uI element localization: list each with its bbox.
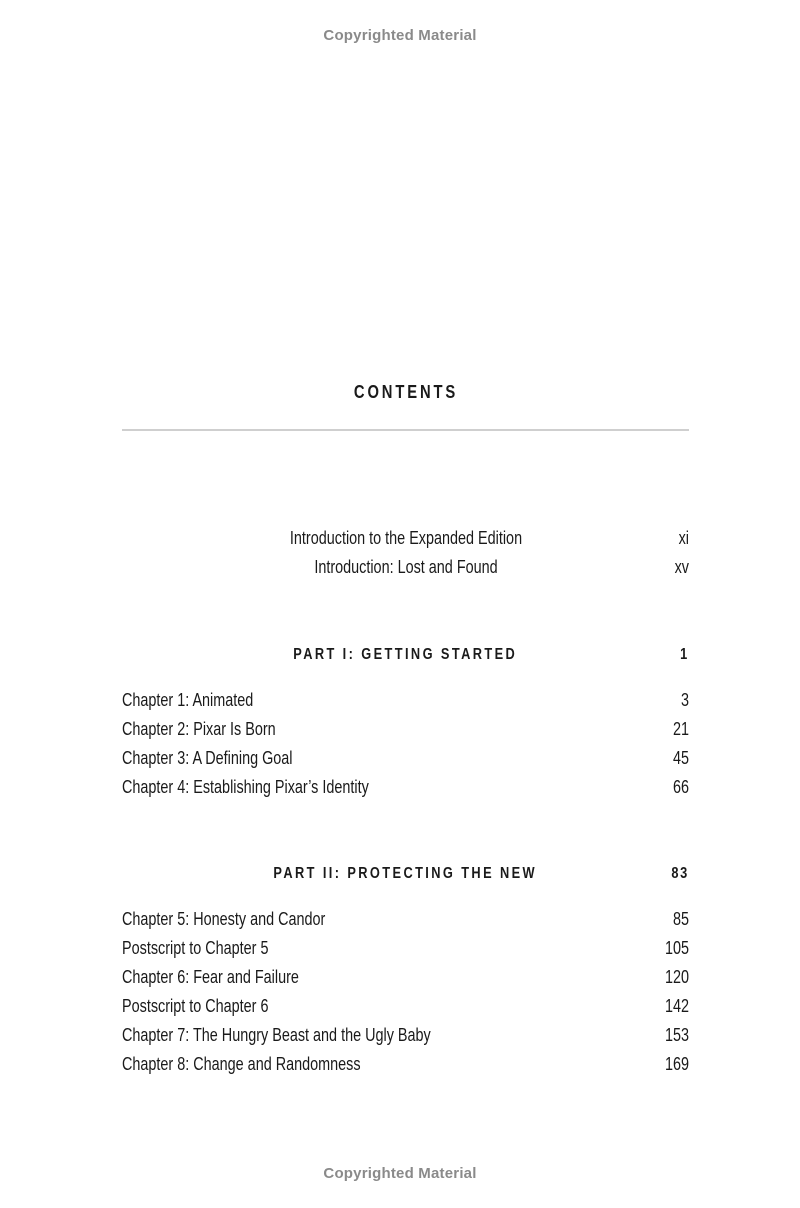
toc-entry-page: 120: [664, 967, 689, 987]
toc-entry-postscript-6: [122, 996, 689, 1020]
toc-entry-title: Chapter 8: Change and Randomness: [122, 1054, 361, 1074]
toc-entry-chapter-3: [122, 748, 689, 772]
toc-entry-page: 3: [680, 690, 689, 710]
toc-entry-title: Introduction: Lost and Found: [314, 557, 498, 577]
toc-entry-page: 66: [672, 777, 689, 797]
toc-entry-title: Chapter 2: Pixar Is Born: [122, 719, 276, 739]
toc-entry-chapter-2: [122, 719, 689, 743]
toc-part-title: PART I: GETTING STARTED: [293, 646, 518, 663]
toc-entry-title: Chapter 1: Animated: [122, 690, 254, 710]
toc-entry-page: 153: [664, 1025, 689, 1045]
toc-entry-page: 169: [664, 1054, 689, 1074]
toc-entry-page: xi: [678, 528, 689, 548]
toc-entry-chapter-7: [122, 1025, 689, 1049]
toc-entry-page: 85: [672, 909, 689, 929]
toc-part-page: 1: [680, 646, 689, 663]
toc-entry-title: Chapter 7: The Hungry Beast and the Ugly Baby: [122, 1025, 431, 1045]
toc-entry-title: Introduction to the Expanded Edition: [289, 528, 523, 548]
toc-entry-chapter-6: [122, 967, 689, 991]
toc-entry-title: Chapter 5: Honesty and Candor: [122, 909, 326, 929]
toc-entry-chapter-1: [122, 690, 689, 714]
toc-entry-postscript-5: [122, 938, 689, 962]
toc-part-title: PART II: PROTECTING THE NEW: [273, 865, 538, 882]
toc-entry-page: 21: [672, 719, 689, 739]
copyright-watermark-bottom: Copyrighted Material: [323, 1165, 477, 1182]
toc-entry-title: Chapter 6: Fear and Failure: [122, 967, 299, 987]
toc-entry-intro-expanded: [122, 528, 689, 552]
toc-part-1-heading: [122, 646, 689, 670]
toc-part-2-heading: [122, 865, 689, 889]
contents-heading: CONTENTS: [353, 382, 459, 402]
toc-entry-intro-lost-found: [122, 557, 689, 581]
toc-part-page: 83: [671, 865, 689, 882]
toc-entry-chapter-5: [122, 909, 689, 933]
toc-entry-page: 105: [664, 938, 689, 958]
toc-entry-title: Chapter 3: A Defining Goal: [122, 748, 293, 768]
toc-entry-title: Chapter 4: Establishing Pixar’s Identity: [122, 777, 369, 797]
toc-entry-chapter-8: [122, 1054, 689, 1078]
heading-divider: [122, 429, 689, 431]
toc-entry-page: xv: [674, 557, 689, 577]
toc-entry-page: 45: [672, 748, 689, 768]
toc-entry-page: 142: [664, 996, 689, 1016]
toc-entry-title: Postscript to Chapter 5: [122, 938, 269, 958]
toc-entry-title: Postscript to Chapter 6: [122, 996, 269, 1016]
toc-entry-chapter-4: [122, 777, 689, 801]
copyright-watermark-top: Copyrighted Material: [323, 27, 477, 44]
